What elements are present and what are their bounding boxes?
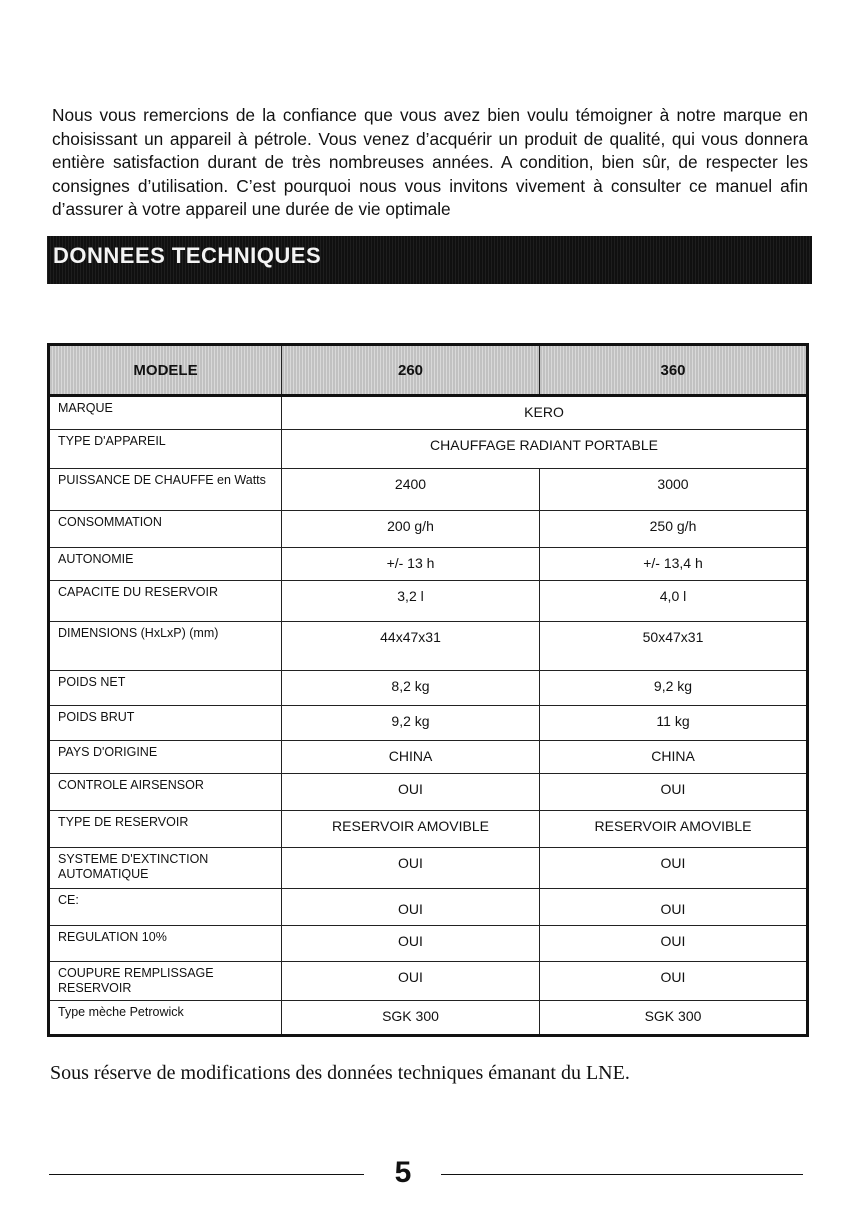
row-value-360: CHINA	[540, 741, 808, 774]
footer-rule-left	[49, 1174, 364, 1175]
intro-paragraph: Nous vous remercions de la confiance que vous avez bien voulu témoigner à notre marque en choisissant un appareil à pétrole. Vous venez d’acquérir un produit de qualité, qui vous donnera entière satisfaction durant de très nombreuses années. A condition, bien sûr, de respecter les consignes d’utilisation. C’est pourquoi nous vous invitons vivement à consulter ce manuel afin d’assurer à votre appareil une durée de vie optimale	[52, 105, 808, 219]
row-value-260: RESERVOIR AMOVIBLE	[282, 811, 540, 848]
header-modele: MODELE	[49, 345, 282, 396]
footnote: Sous réserve de modifications des données techniques émanant du LNE.	[50, 1062, 630, 1084]
row-value-360: +/- 13,4 h	[540, 548, 808, 581]
row-value-260: +/- 13 h	[282, 548, 540, 581]
row-value-260: 200 g/h	[282, 511, 540, 548]
table-row	[49, 848, 808, 889]
table-row	[49, 811, 808, 848]
table-row	[49, 511, 808, 548]
row-value-360: 3000	[540, 469, 808, 511]
row-value-merged: KERO	[282, 396, 808, 430]
row-value-360: OUI	[540, 926, 808, 962]
row-value-260: OUI	[282, 774, 540, 811]
table-row	[49, 671, 808, 706]
row-label: PAYS D'ORIGINE	[49, 741, 282, 774]
row-value-260: OUI	[282, 926, 540, 962]
row-value-360: 250 g/h	[540, 511, 808, 548]
row-label: CE:	[49, 889, 282, 926]
table-header-row	[49, 345, 808, 396]
row-value-260: CHINA	[282, 741, 540, 774]
row-value-260: 8,2 kg	[282, 671, 540, 706]
row-label: DIMENSIONS (HxLxP) (mm)	[49, 622, 282, 671]
row-value-360: 50x47x31	[540, 622, 808, 671]
row-label: Type mèche Petrowick	[49, 1001, 282, 1036]
row-label: POIDS NET	[49, 671, 282, 706]
row-value-360: 9,2 kg	[540, 671, 808, 706]
header-360: 360	[540, 345, 808, 396]
table-row	[49, 926, 808, 962]
table-row	[49, 741, 808, 774]
row-value-360: OUI	[540, 774, 808, 811]
row-label: TYPE D'APPAREIL	[49, 430, 282, 469]
footer-rule-right	[441, 1174, 803, 1175]
row-value-260: 44x47x31	[282, 622, 540, 671]
table-row	[49, 581, 808, 622]
table-row	[49, 889, 808, 926]
row-value-260: 2400	[282, 469, 540, 511]
page-number: 5	[394, 1156, 412, 1189]
row-value-360: OUI	[540, 962, 808, 1001]
row-label: SYSTEME D'EXTINCTION AUTOMATIQUE	[49, 848, 282, 889]
table-row	[49, 469, 808, 511]
row-label: MARQUE	[49, 396, 282, 430]
header-260: 260	[282, 345, 540, 396]
technical-data-table	[47, 343, 809, 1037]
row-label: COUPURE REMPLISSAGE RESERVOIR	[49, 962, 282, 1001]
row-label: CONTROLE AIRSENSOR	[49, 774, 282, 811]
table-row	[49, 430, 808, 469]
section-title: DONNEES TECHNIQUES	[53, 243, 322, 268]
row-value-360: OUI	[540, 889, 808, 926]
row-value-360: RESERVOIR AMOVIBLE	[540, 811, 808, 848]
table-row	[49, 548, 808, 581]
row-value-merged: CHAUFFAGE RADIANT PORTABLE	[282, 430, 808, 469]
row-value-360: OUI	[540, 848, 808, 889]
row-value-360: 11 kg	[540, 706, 808, 741]
row-value-260: OUI	[282, 962, 540, 1001]
table-row	[49, 962, 808, 1001]
row-value-260: OUI	[282, 889, 540, 926]
row-value-260: 9,2 kg	[282, 706, 540, 741]
row-label: CAPACITE DU RESERVOIR	[49, 581, 282, 622]
section-banner	[47, 236, 812, 284]
table-row	[49, 706, 808, 741]
row-value-260: 3,2 l	[282, 581, 540, 622]
row-label: TYPE DE RESERVOIR	[49, 811, 282, 848]
row-label: POIDS BRUT	[49, 706, 282, 741]
row-label: REGULATION 10%	[49, 926, 282, 962]
table-row	[49, 774, 808, 811]
row-label: PUISSANCE DE CHAUFFE en Watts	[49, 469, 282, 511]
table-row	[49, 396, 808, 430]
row-label: CONSOMMATION	[49, 511, 282, 548]
row-value-260: SGK 300	[282, 1001, 540, 1036]
row-value-360: 4,0 l	[540, 581, 808, 622]
row-value-260: OUI	[282, 848, 540, 889]
row-value-360: SGK 300	[540, 1001, 808, 1036]
row-label: AUTONOMIE	[49, 548, 282, 581]
table-row	[49, 1001, 808, 1036]
table-row	[49, 622, 808, 671]
